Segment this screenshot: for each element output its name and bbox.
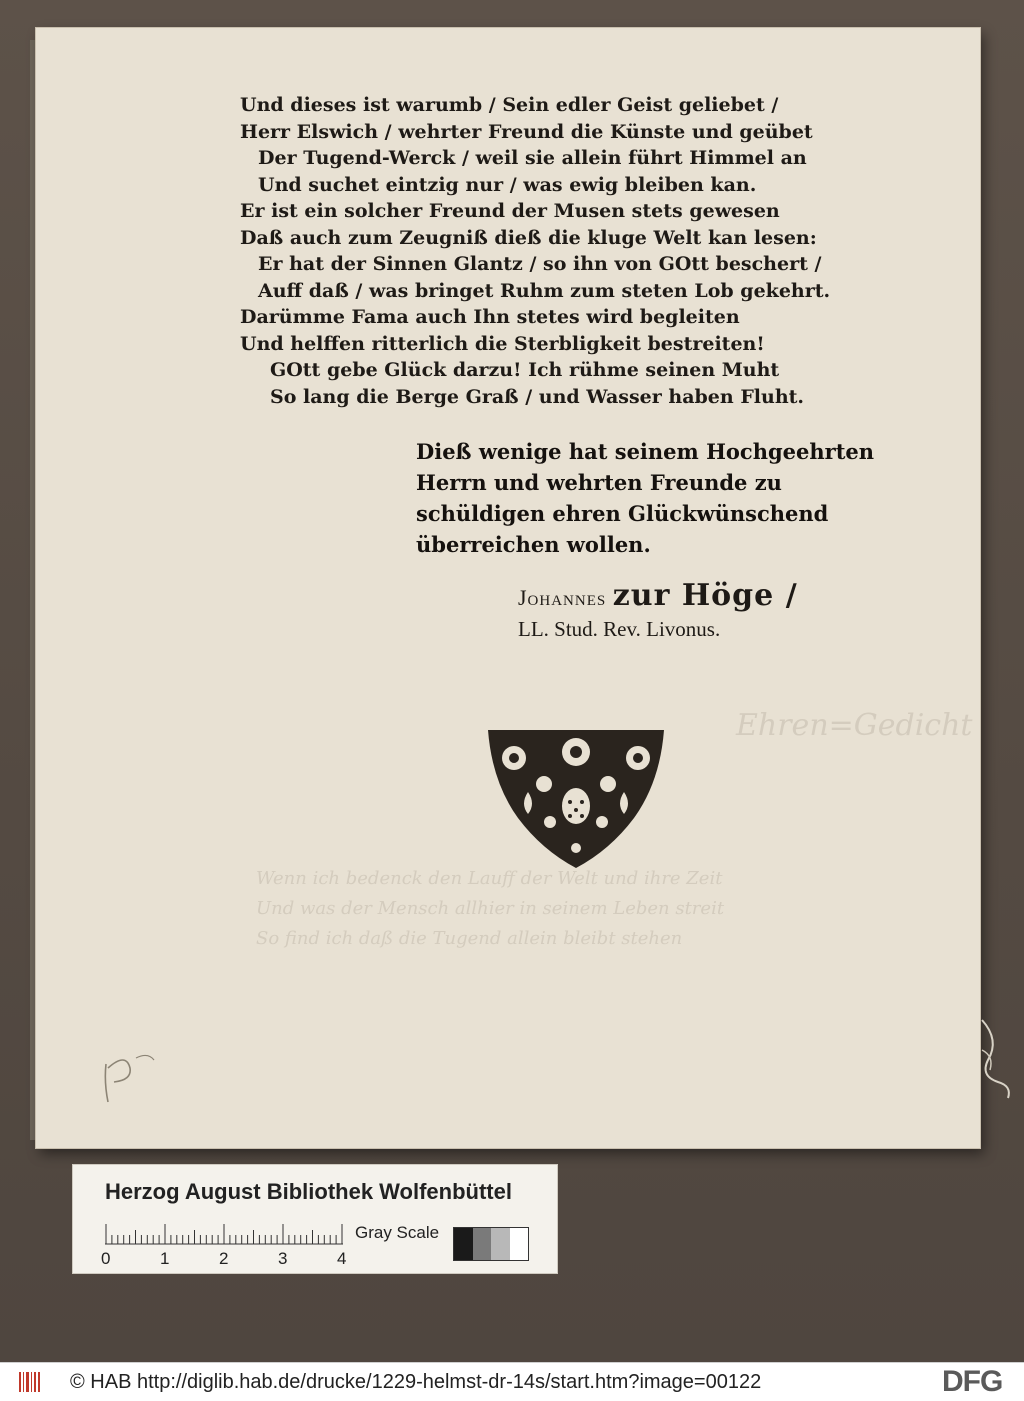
author-first-name: Johannes xyxy=(518,585,607,610)
pencil-mark xyxy=(96,1046,166,1106)
gray-scale-label: Gray Scale xyxy=(355,1223,440,1242)
ruler-number: 4 xyxy=(337,1249,347,1268)
ruler-numbers xyxy=(101,1249,361,1269)
poem-block xyxy=(240,92,880,410)
poem-line: GOtt gebe Glück darzu! Ich rühme seinen Muht xyxy=(270,359,780,381)
gray-swatch xyxy=(491,1228,510,1260)
author-last-name: zur Höge / xyxy=(612,578,798,613)
dedication-line: schüldigen ehren Glückwünschend xyxy=(416,501,829,526)
ruler-number: 3 xyxy=(278,1249,288,1268)
barcode-icon xyxy=(18,1370,42,1394)
bleed-through-text: Und was der Mensch allhier in seinem Leben streit xyxy=(256,898,725,919)
poem-line: Der Tugend-Werck / weil sie allein führt Himmel an xyxy=(258,147,807,169)
author-title: LL. Stud. Rev. Livonus. xyxy=(518,617,721,641)
color-calibration-card xyxy=(72,1164,558,1274)
gray-swatch xyxy=(473,1228,492,1260)
dedication-line: Dieß wenige hat seinem Hochgeehrten xyxy=(416,439,875,464)
poem-line: Er hat der Sinnen Glantz / so ihn von GOtt beschert / xyxy=(258,253,822,275)
library-name: Herzog August Bibliothek Wolfenbüttel xyxy=(105,1179,512,1204)
floral-ornament-icon xyxy=(484,722,668,870)
poem-line: Und helffen ritterlich die Sterbligkeit bestreiten! xyxy=(240,332,765,355)
poem-line: Herr Elswich / wehrter Freund die Künste und geübet xyxy=(240,120,813,143)
footer-bar xyxy=(0,1362,1024,1401)
dfg-logo: DFG xyxy=(942,1365,1003,1398)
poem-line: Daß auch zum Zeugniß dieß die kluge Welt kan lesen: xyxy=(240,226,817,249)
ruler-scale xyxy=(105,1223,343,1245)
poem-line: Er ist ein solcher Freund der Musen stets gewesen xyxy=(240,200,780,222)
poem-line: Und dieses ist warumb / Sein edler Geist geliebet / xyxy=(240,94,779,116)
dedication-block xyxy=(416,436,886,560)
bleed-through-text: Wenn ich bedenck den Lauff der Welt und ihre Zeit xyxy=(256,868,723,889)
author-name xyxy=(518,578,798,613)
ruler-number: 1 xyxy=(160,1249,170,1268)
poem-line: So lang die Berge Graß / und Wasser haben Fluht. xyxy=(270,385,805,408)
gray-swatch xyxy=(510,1228,529,1260)
ruler-number: 0 xyxy=(101,1249,111,1268)
poem-line: Auff daß / was bringet Ruhm zum steten Lob gekehrt. xyxy=(258,279,831,302)
dedication-line: Herrn und wehrten Freunde zu xyxy=(416,470,782,495)
bleed-through-text: Ehren=Gedicht xyxy=(736,708,973,743)
poem-line: Darümme Fama auch Ihn stetes wird begleiten xyxy=(240,306,740,328)
copyright-url[interactable]: © HAB http://diglib.hab.de/drucke/1229-helmst-dr-14s/start.htm?image=00122 xyxy=(70,1371,762,1393)
dedication-line: überreichen wollen. xyxy=(416,532,651,557)
ruler-number: 2 xyxy=(219,1249,229,1268)
gray-scale-swatches xyxy=(453,1227,529,1261)
bleed-through-text: So find ich daß die Tugend allein bleibt stehen xyxy=(256,928,683,949)
gray-swatch xyxy=(454,1228,473,1260)
binding-thread xyxy=(978,1010,1018,1100)
signature-block xyxy=(518,578,798,642)
poem-line: Und suchet eintzig nur / was ewig bleiben kan. xyxy=(258,173,757,196)
